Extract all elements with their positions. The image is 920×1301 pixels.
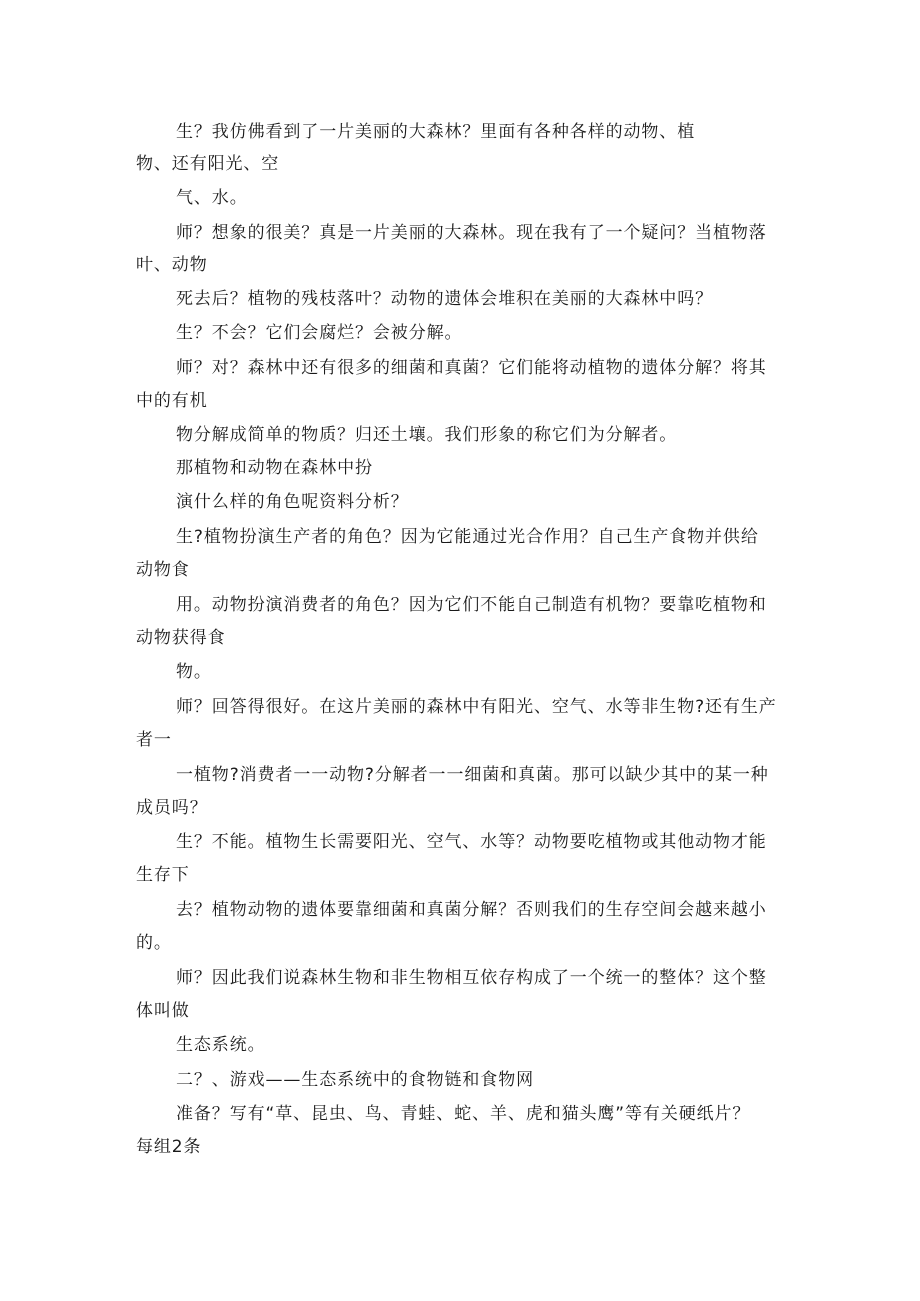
- text-line: 那植物和动物在森林中扮: [176, 458, 373, 478]
- text-line: 师？回答得很好。在这片美丽的森林中有阳光、空气、水等非生物?还有生产: [176, 697, 777, 717]
- text-line: 者一: [136, 730, 172, 750]
- text-line: 二？、游戏——生态系统中的食物链和食物网: [176, 1070, 534, 1090]
- text-line: 的。: [136, 933, 172, 953]
- text-line: 气、水。: [176, 188, 248, 208]
- text-line: 师？因此我们说森林生物和非生物相互依存构成了一个统一的整体？这个整: [176, 968, 767, 988]
- text-line: 生？我仿佛看到了一片美丽的大森林？里面有各种各样的动物、植: [176, 122, 696, 142]
- text-line: 物。: [176, 662, 212, 682]
- text-line: 生存下: [136, 865, 190, 885]
- text-line: 动物食: [136, 560, 190, 580]
- text-line: 用。动物扮演消费者的角色？因为它们不能自己制造有机物？要靠吃植物和: [176, 595, 767, 615]
- text-line: 师？想象的很美？真是一片美丽的大森林。现在我有了一个疑问？当植物落: [176, 223, 767, 243]
- text-line: 物分解成简单的物质？归还土壤。我们形象的称它们为分解者。: [176, 425, 678, 445]
- text-line: 生?植物扮演生产者的角色？因为它能通过光合作用？自己生产食物并供给: [176, 527, 759, 547]
- text-line: 生？不能。植物生长需要阳光、空气、水等？动物要吃植物或其他动物才能: [176, 832, 767, 852]
- text-line: 演什么样的角色呢资料分析？: [176, 492, 409, 512]
- text-line: 叶、动物: [136, 255, 208, 275]
- text-line: 一植物?消费者一一动物?分解者一一细菌和真菌。那可以缺少其中的某一种: [176, 765, 769, 785]
- text-line: 每组2条: [136, 1137, 202, 1157]
- text-line: 死去后？植物的残枝落叶？动物的遗体会堆积在美丽的大森林中吗？: [176, 289, 713, 309]
- text-line: 成员吗？: [136, 798, 208, 818]
- text-line: 生？不会？它们会腐烂？会被分解。: [176, 323, 463, 343]
- text-line: 体叫做: [136, 1001, 190, 1021]
- text-line: 准备？写有“草、昆虫、鸟、青蛙、蛇、羊、虎和猫头鹰”等有关硬纸片？: [176, 1104, 751, 1124]
- text-line: 生态系统。: [176, 1035, 266, 1055]
- text-line: 师？对？森林中还有很多的细菌和真菌？它们能将动植物的遗体分解？将其: [176, 358, 767, 378]
- text-line: 中的有机: [136, 391, 208, 411]
- text-line: 动物获得食: [136, 628, 226, 648]
- text-line: 去？植物动物的遗体要靠细菌和真菌分解？否则我们的生存空间会越来越小: [176, 900, 767, 920]
- text-line: 物、还有阳光、空: [136, 154, 280, 174]
